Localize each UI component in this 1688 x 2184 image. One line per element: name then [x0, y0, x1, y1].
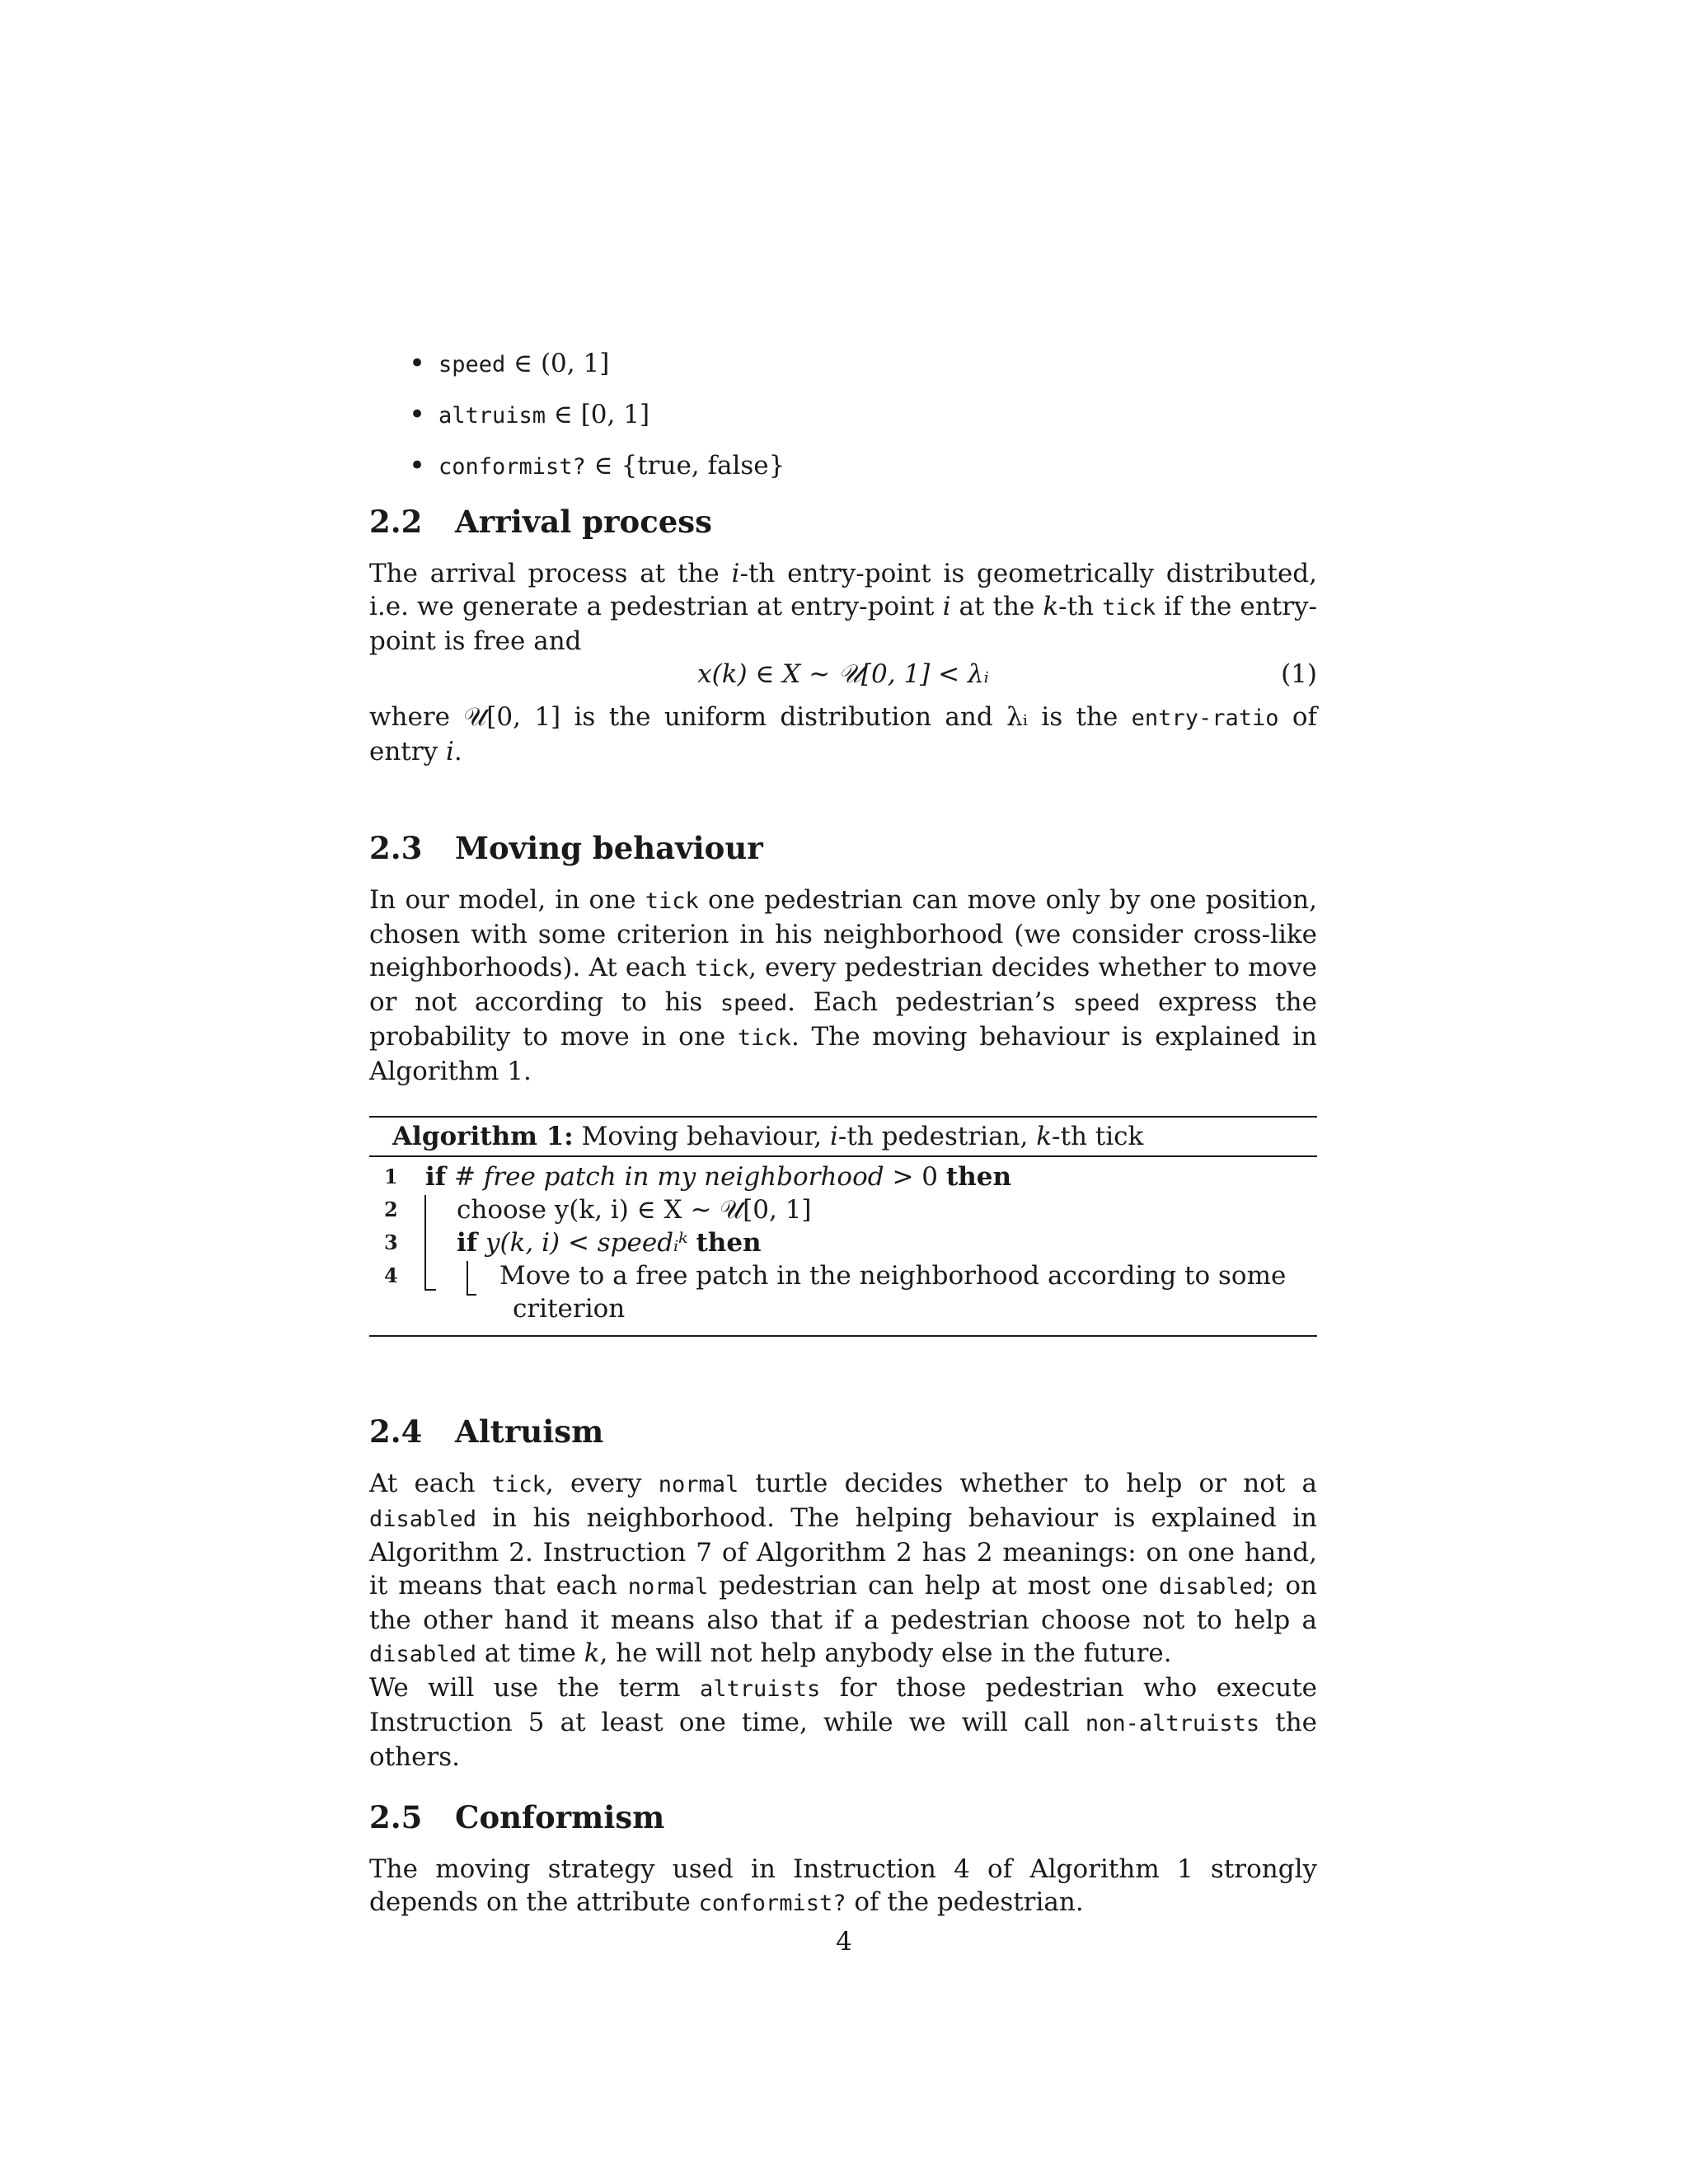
equation-number: (1)	[1281, 659, 1317, 689]
section-heading-conformism: 2.5 Conformism	[369, 1799, 665, 1835]
paragraph-arrival: The arrival process at the i-th entry-point is geometrically distributed, i.e. we generate a pedestrian at entry-point i at the k-th tick if the entry-point is free and	[369, 559, 1317, 656]
section-heading-moving: 2.3 Moving behaviour	[369, 830, 763, 866]
list-item: • altruism ∈ [0, 1]	[409, 389, 1317, 440]
equation-1: x(k) ∈ X ~ 𝒰[0, 1] < λᵢ (1)	[697, 659, 1317, 689]
attribute-list	[369, 338, 1317, 491]
list-item: • conformist? ∈ {true, false}	[409, 440, 1317, 491]
page-number: 4	[836, 1927, 852, 1957]
algorithm-line: 3 if y(k, i) < speedᵢᵏ then	[384, 1228, 762, 1258]
section-heading-arrival: 2.2 Arrival process	[369, 504, 712, 540]
paragraph-altruists-definition: We will use the term altruists for those pedestrian who execute Instruction 5 at least one time, while we will call non-altruists the others.	[369, 1673, 1318, 1772]
algorithm-body	[369, 1157, 1317, 1325]
page-content	[369, 338, 1317, 1920]
paragraph-conformism: The moving strategy used in Instruction 4 of Algorithm 1 strongly depends on the attribute conformist? of the pedestrian.	[369, 1854, 1317, 1917]
algorithm-caption: Algorithm 1: Moving behaviour, i-th pedestrian, k-th tick	[369, 1118, 1317, 1157]
algorithm-line: 4 Move to a free patch in the neighborhood according to some	[384, 1261, 1287, 1291]
paragraph-altruism: At each tick, every normal turtle decides whether to help or not a disabled in his neighborhood. The helping behaviour is explained in Algorithm 2. Instruction 7 of Algorithm 2 has 2 meanings: on one hand, it means that each normal pedestrian can help at most one disabled; on the other hand it means also that if a pedestrian choose not to help a disabled at time k, he will not help anybody else in the future.	[369, 1469, 1318, 1668]
algorithm-line: criterion	[513, 1294, 626, 1324]
paragraph-moving: In our model, in one tick one pedestrian can move only by one position, chosen with some criterion in his neighborhood (we consider cross-like neighborhoods). At each tick, every pedestrian decides whether to move or not according to his speed. Each pedestrian’s speed express the probability to move in one tick. The moving behaviour is explained in Algorithm 1.	[369, 885, 1317, 1086]
paragraph-arrival-where: where 𝒰[0, 1] is the uniform distribution and λᵢ is the entry-ratio of entry i.	[369, 702, 1317, 766]
algorithm-line: 2 choose y(k, i) ∈ X ~ 𝒰[0, 1]	[384, 1195, 812, 1225]
algorithm-1	[369, 1116, 1317, 1337]
list-item: • speed ∈ (0, 1]	[409, 338, 1317, 389]
algorithm-line: 1 if # free patch in my neighborhood > 0 then	[384, 1162, 1011, 1192]
section-heading-altruism: 2.4 Altruism	[369, 1413, 604, 1450]
